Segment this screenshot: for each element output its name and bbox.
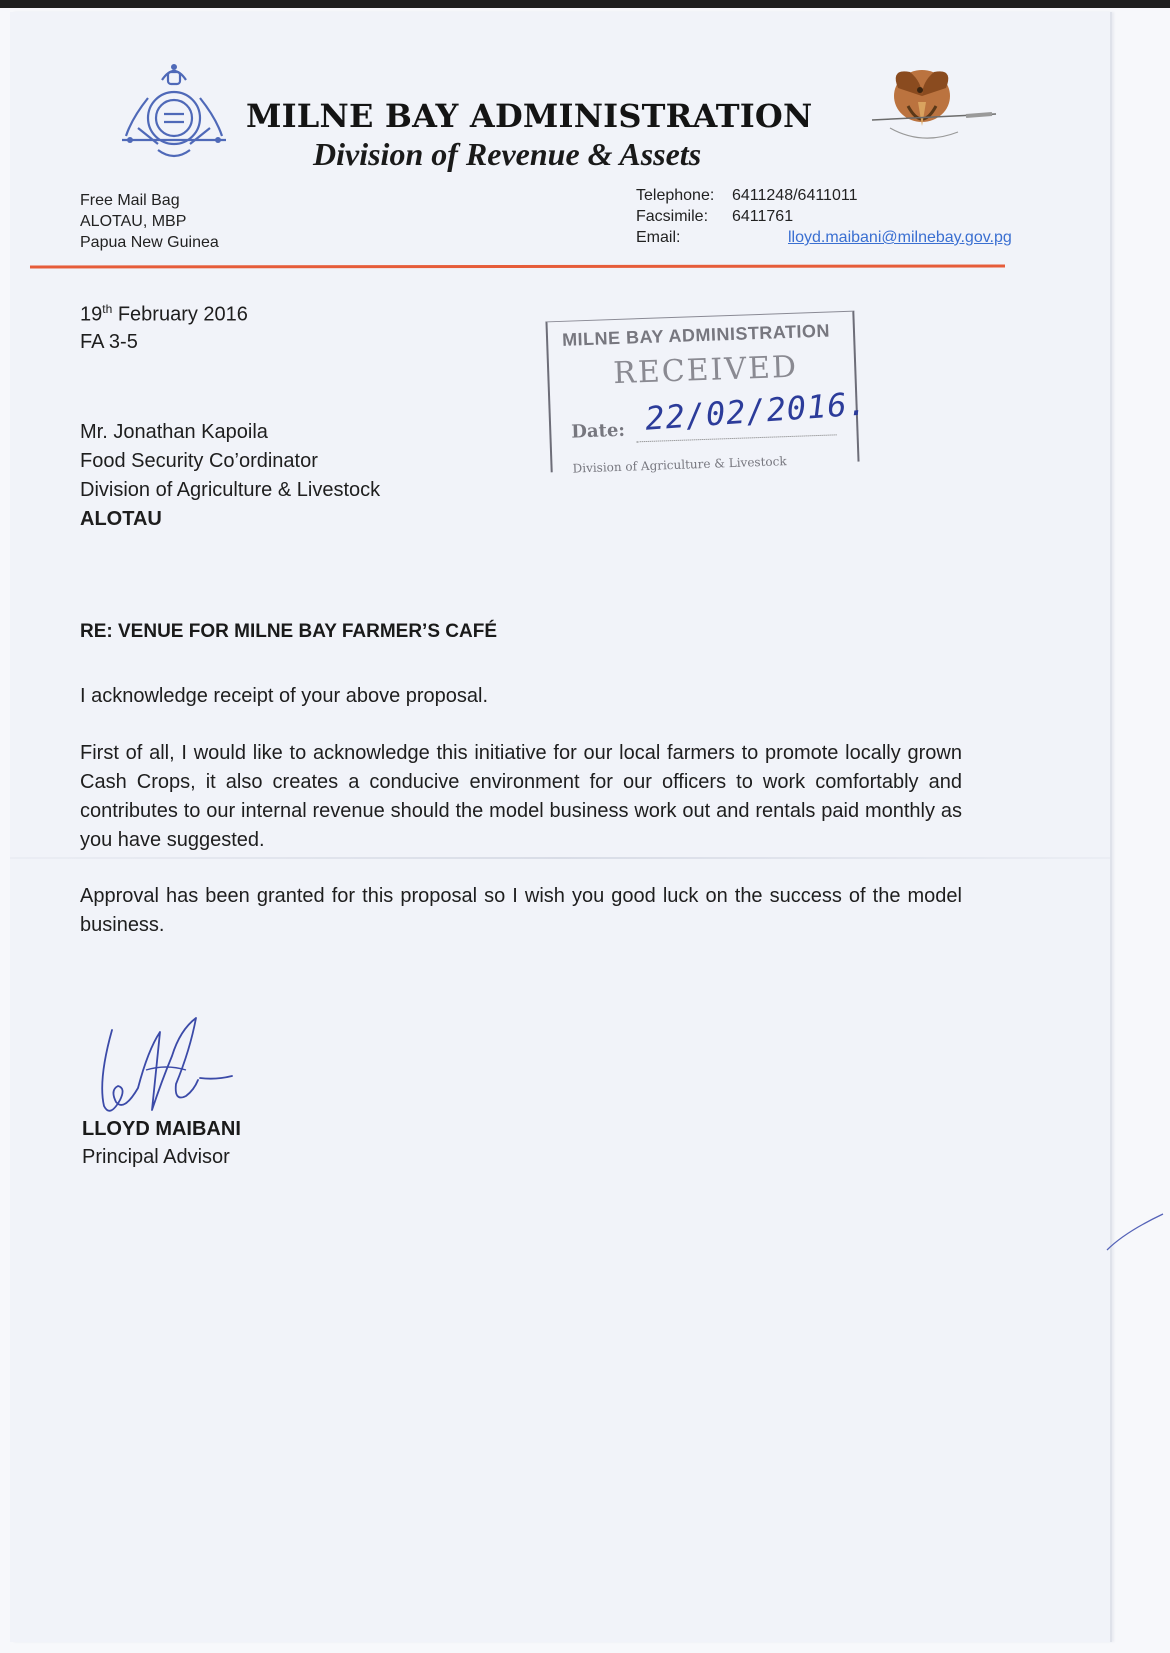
body-paragraph: First of all, I would like to acknowledge this initiative for our local farmers to promote locally grown Cash Crops, it also creates a conducive environment for our officers to work comfortably and contributes to our internal revenue should the model business work out and rentals paid monthly as you have suggested.: [80, 742, 962, 851]
letter-date-rest: February 2016: [112, 303, 248, 326]
email-label: Email:: [636, 229, 681, 246]
scan-top-border: [0, 0, 1170, 8]
recipient-title: Food Security Co’ordinator: [80, 450, 318, 472]
subject-line: RE: VENUE FOR MILNE BAY FARMER’S CAFÉ: [80, 621, 497, 642]
stamp-handwritten-date: 22/02/2016.: [643, 384, 869, 438]
address-line: Free Mail Bag: [80, 192, 180, 209]
address-line: Papua New Guinea: [80, 234, 219, 251]
address-line: ALOTAU, MBP: [80, 213, 187, 230]
stamp-status: RECEIVED: [612, 349, 799, 392]
signatory-title: Principal Advisor: [82, 1146, 230, 1168]
telephone-label: Telephone:: [636, 187, 715, 204]
recipient-department: Division of Agriculture & Livestock: [80, 479, 381, 501]
division-name: Division of Revenue & Assets: [313, 136, 702, 172]
contact-details: [636, 185, 1012, 248]
recipient-block: [80, 418, 380, 534]
facsimile-label: Facsimile:: [636, 208, 709, 225]
page-fold-line: [10, 857, 1110, 859]
stamp-date-label: Date:: [570, 419, 626, 443]
letter-date: [80, 302, 248, 327]
png-bird-of-paradise-emblem-icon: [870, 62, 1000, 152]
recipient-location: ALOTAU: [80, 508, 162, 530]
organization-name: MILNE BAY ADMINISTRATION: [246, 97, 813, 135]
letter-date-day: 19: [80, 303, 103, 326]
stamp-division: Division of Agriculture & Livestock: [572, 454, 787, 476]
email-link[interactable]: lloyd.maibani@milnebay.gov.pg: [788, 229, 1012, 246]
milne-bay-crest-icon: [118, 58, 230, 170]
recipient-name: Mr. Jonathan Kapoila: [80, 421, 268, 443]
reference-number: FA 3-5: [80, 331, 138, 353]
postal-address: [80, 190, 219, 253]
telephone-value: 6411248/6411011: [732, 187, 858, 204]
letter-date-suffix: th: [102, 302, 113, 316]
body-paragraph: Approval has been granted for this proposal so I wish you good luck on the success of the model business.: [80, 885, 962, 936]
facsimile-value: 6411761: [732, 208, 794, 225]
signatory-name: LLOYD MAIBANI: [82, 1118, 241, 1140]
stray-pen-mark: [1105, 1212, 1165, 1252]
stamp-organization: MILNE BAY ADMINISTRATION: [561, 320, 831, 350]
handwritten-signature: [90, 1010, 240, 1120]
body-paragraph: I acknowledge receipt of your above proposal.: [80, 685, 489, 707]
